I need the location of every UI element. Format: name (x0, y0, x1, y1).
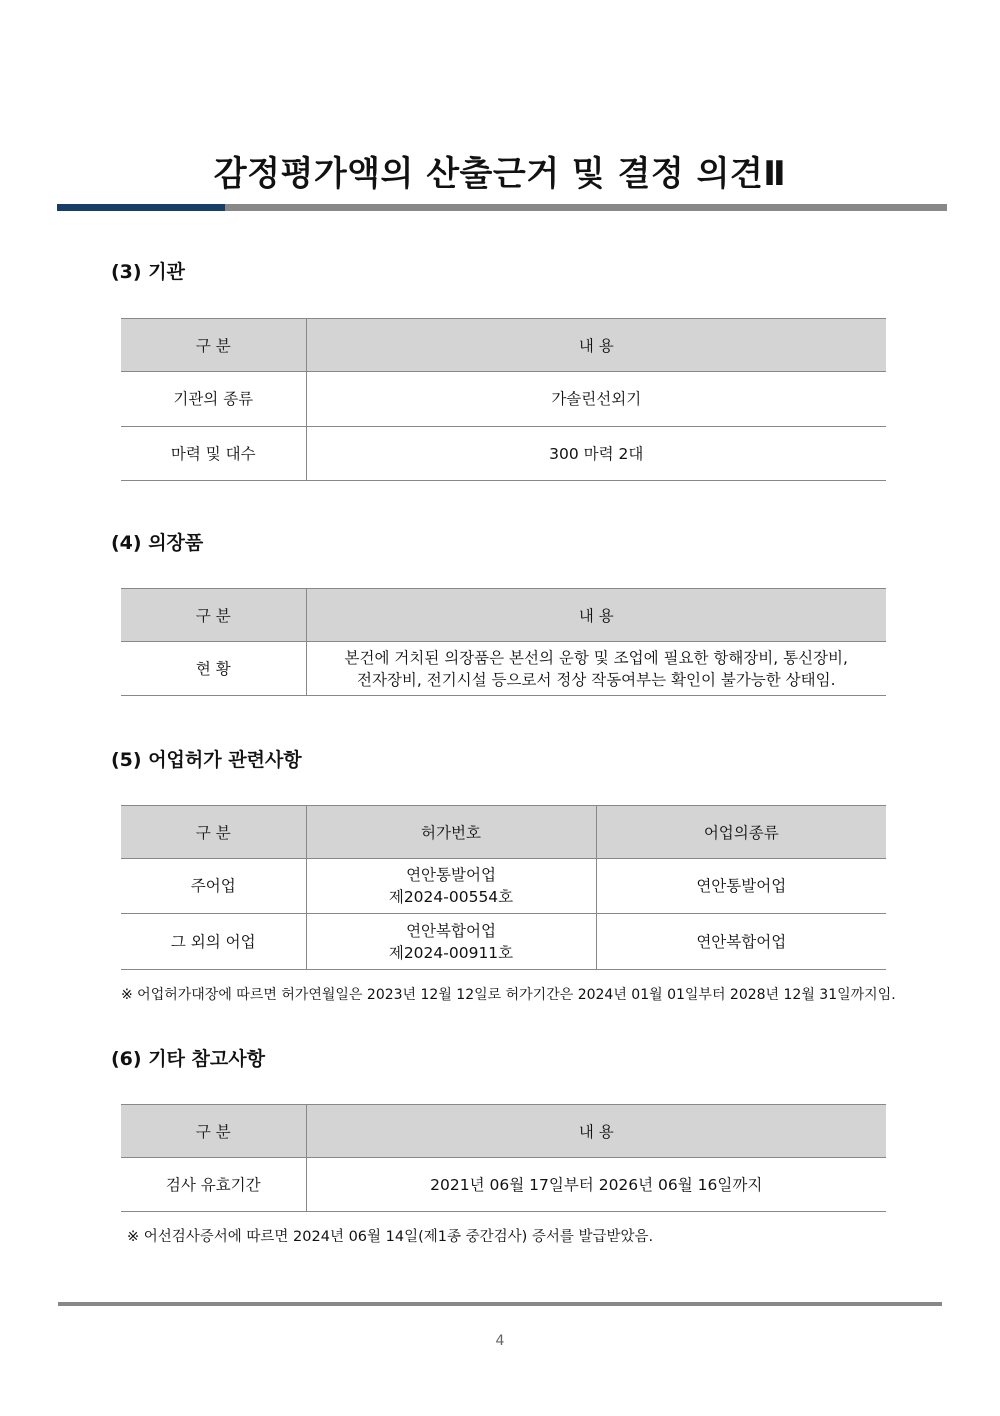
header-category: 구 분 (121, 1105, 306, 1158)
table-header-row (121, 589, 886, 642)
table-row (121, 427, 886, 481)
row-value-line-1: 본건에 거치된 의장품은 본선의 운항 및 조업에 필요한 항해장비, 통신장비, (344, 648, 848, 667)
row-label: 마력 및 대수 (121, 427, 306, 481)
fishing-type: 연안복합어업 (596, 914, 886, 970)
row-label: 주어업 (121, 859, 306, 914)
header-category: 구 분 (121, 319, 306, 372)
row-label: 기관의 종류 (121, 372, 306, 427)
title-rule (57, 204, 947, 211)
table-header-row (121, 319, 886, 372)
header-category: 구 분 (121, 806, 306, 859)
license-number-line-1: 연안복합어업 (406, 921, 496, 940)
table-header-row (121, 1105, 886, 1158)
license-number (306, 914, 596, 970)
header-content: 내 용 (306, 1105, 886, 1158)
row-label: 검사 유효기간 (121, 1158, 306, 1212)
page-title: 감정평가액의 산출근거 및 결정 의견Ⅱ (213, 154, 787, 194)
inspection-note: ※ 어선검사증서에 따르면 2024년 06월 14일(제1종 중간검사) 증서를 발급받았음. (127, 1229, 654, 1245)
row-label: 그 외의 어업 (121, 914, 306, 970)
section-other-heading: (6) 기타 참고사항 (111, 1048, 265, 1070)
fishing-license-table (121, 805, 886, 970)
license-number-line-2: 제2024-00911호 (388, 943, 514, 962)
row-label: 현 황 (121, 642, 306, 696)
license-number-line-1: 연안통발어업 (406, 866, 496, 884)
table-row (121, 642, 886, 696)
title-rule-accent (57, 204, 225, 211)
license-number-line-2: 제2024-00554호 (388, 888, 514, 906)
section-fishing-license-heading: (5) 어업허가 관련사항 (111, 749, 302, 771)
header-category: 구 분 (121, 589, 306, 642)
table-row (121, 372, 886, 427)
row-value (306, 642, 886, 696)
section-equipment-heading: (4) 의장품 (111, 532, 204, 554)
row-value: 300 마력 2대 (306, 427, 886, 481)
table-row (121, 1158, 886, 1212)
table-header-row (121, 806, 886, 859)
fishing-type: 연안통발어업 (596, 859, 886, 914)
header-fishing-type: 어업의종류 (596, 806, 886, 859)
header-content: 내 용 (306, 319, 886, 372)
page-number: 4 (495, 1333, 505, 1349)
row-value-line-2: 전자장비, 전기시설 등으로서 정상 작동여부는 확인이 불가능한 상태임. (356, 670, 836, 689)
header-content: 내 용 (306, 589, 886, 642)
license-number (306, 859, 596, 914)
fishing-license-note: ※ 어업허가대장에 따르면 허가연월일은 2023년 12월 12일로 허가기간은 2024년 01월 01일부터 2028년 12월 31일까지임. (121, 987, 896, 1003)
section-engine-heading: (3) 기관 (111, 261, 185, 283)
row-value: 가솔린선외기 (306, 372, 886, 427)
table-row (121, 859, 886, 914)
header-license-number: 허가번호 (306, 806, 596, 859)
row-value: 2021년 06월 17일부터 2026년 06월 16일까지 (306, 1158, 886, 1212)
table-row (121, 914, 886, 970)
title-rule-line (225, 204, 947, 211)
engine-table (121, 318, 886, 481)
equipment-table (121, 588, 886, 696)
footer-rule (58, 1302, 942, 1306)
other-table (121, 1104, 886, 1212)
